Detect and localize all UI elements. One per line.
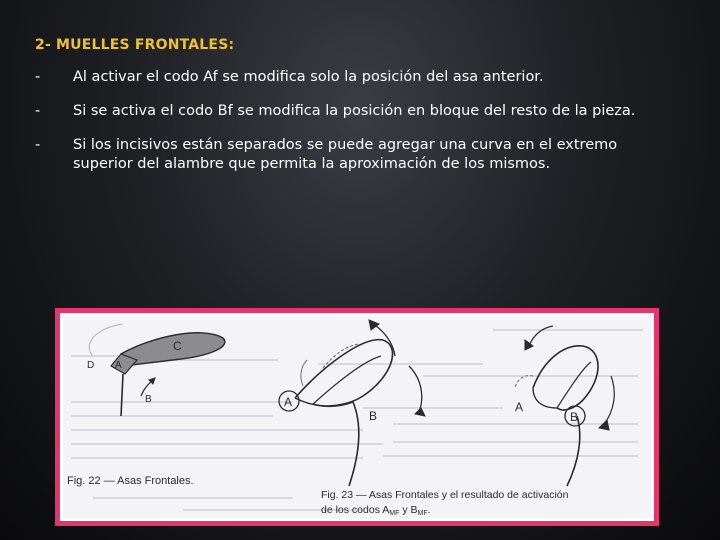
label-c: C — [173, 339, 182, 353]
bullet-text: Si se activa el codo Bf se modifica la posición en bloque del resto de la pieza. — [73, 103, 636, 119]
label-b-fig22: B — [145, 394, 152, 405]
label-a-fig23-right: A — [515, 400, 524, 414]
bullet-item — [35, 136, 675, 174]
caption-fig23-line2: de los codos AMF y BMF. — [321, 504, 431, 517]
bullet-text: Si los incisivos están separados se puede agregar una curva en el extremo superior del alambre que permita la aproximación de los mismos. — [73, 137, 618, 172]
bullet-item — [35, 102, 675, 121]
label-d: D — [87, 360, 95, 371]
caption-fig23-line1: Fig. 23 — Asas Frontales y el resultado de activación — [321, 489, 569, 501]
bullet-text: Al activar el codo Af se modifica solo la posición del asa anterior. — [73, 69, 544, 85]
slide-heading: 2- MUELLES FRONTALES: — [35, 37, 235, 53]
bullet-item — [35, 68, 675, 87]
fig23-loop-left — [295, 320, 425, 486]
caption-fig22: Fig. 22 — Asas Frontales. — [67, 475, 194, 487]
bullet-marker: - — [35, 103, 41, 119]
spring-diagram — [63, 316, 651, 518]
label-b-fig23-left: B — [369, 409, 378, 423]
bullet-marker: - — [35, 69, 41, 85]
fig23-loop-right — [515, 326, 614, 486]
bullet-list — [35, 68, 675, 189]
label-a-fig23-left: A — [284, 395, 293, 409]
figure-image — [63, 316, 651, 518]
figure-frame — [55, 308, 659, 526]
label-a-fig22: A — [115, 360, 122, 371]
bullet-marker: - — [35, 137, 41, 153]
label-b-fig23-right: B — [570, 410, 579, 424]
